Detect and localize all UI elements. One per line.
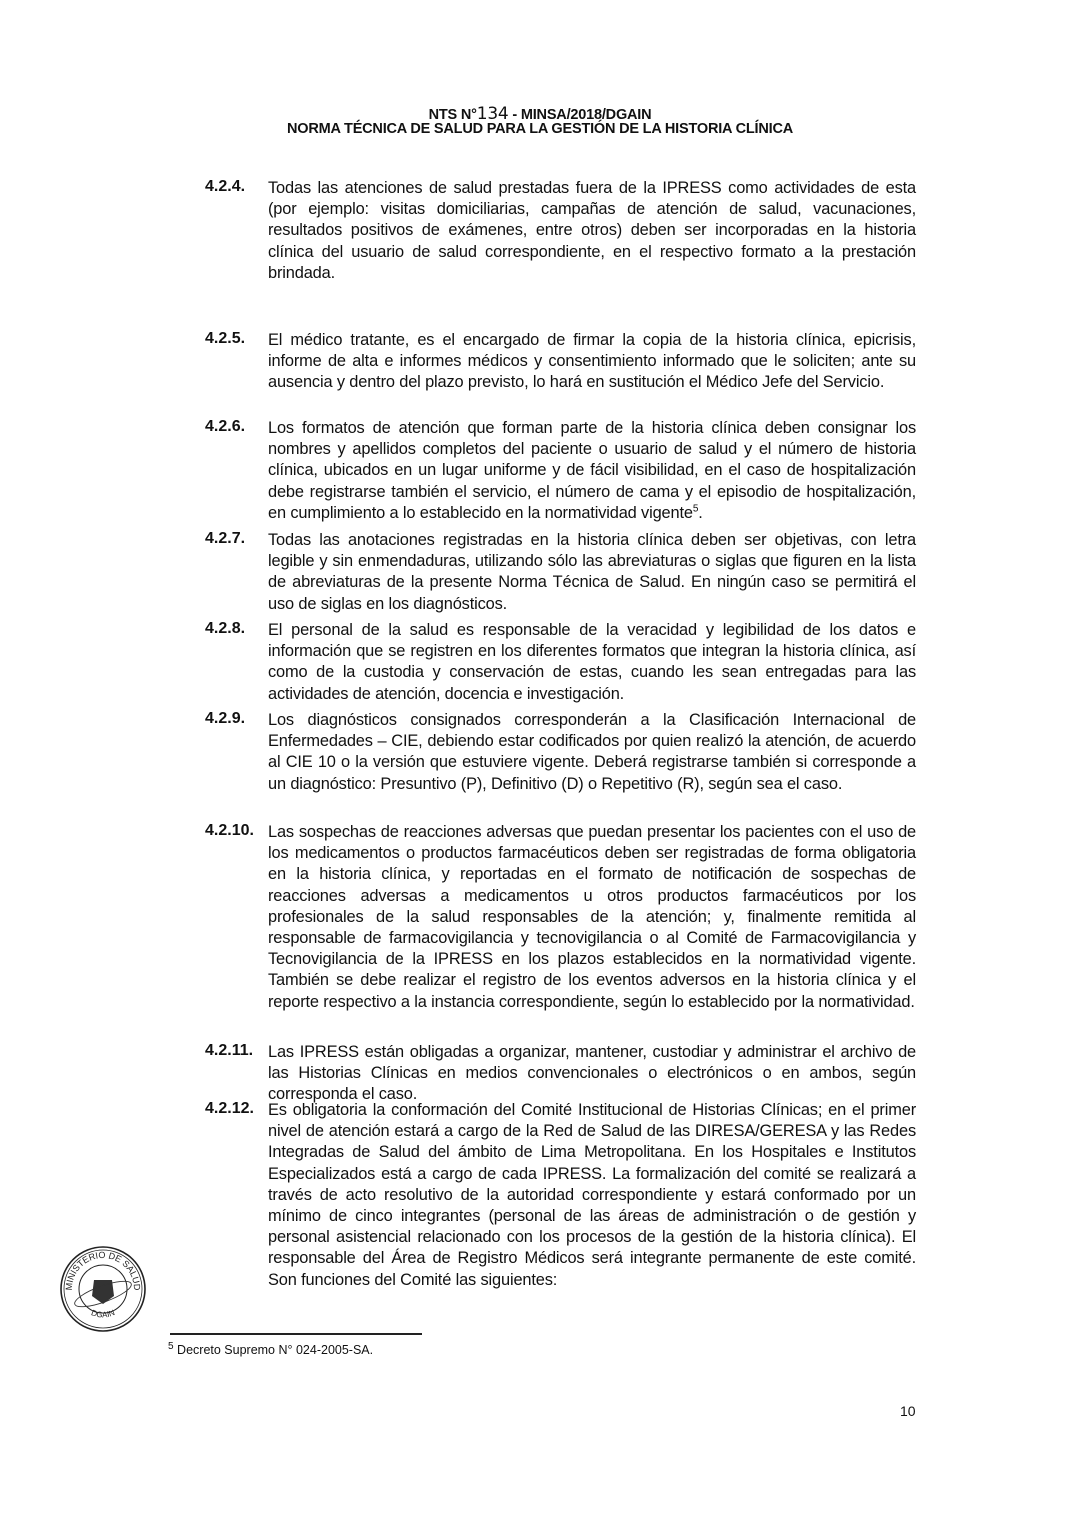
section-number: 4.2.7. (205, 530, 246, 547)
footnote-divider (170, 1333, 422, 1335)
section-4-2-9 (205, 710, 917, 795)
section-text (268, 418, 916, 524)
section-4-2-5 (205, 330, 917, 394)
section-body: Los formatos de atención que forman parte de la historia clínica deben consignar los nombres y apellidos completos del paciente o usuario de salud y el número de historia clínica, ubicados en un lugar uniforme y de fácil visibilidad, en el caso de hospitalización debe registrarse también el servicio, el número de cama y el episodio de hospitalización, en cumplimiento a lo establecido en la normatividad vigente (268, 419, 916, 522)
svg-text:DGAIN: DGAIN (89, 1308, 117, 1320)
section-text: Los diagnósticos consignados corresponderán a la Clasificación Internacional de Enfermedades – CIE, debiendo estar codificados por quien realizó la atención, de acuerdo al CIE 10 o la versión que estuviere vigente. Deberá registrarse también si corresponde a un diagnóstico: Presuntivo (P), Definitivo (D) o Repetitivo (R), según sea el caso. (268, 711, 916, 793)
section-text: Las sospechas de reacciones adversas que puedan presentar los pacientes con el uso de los medicamentos o productos farmacéuticos deben ser registradas de forma obligatoria en la historia clínica, y reportadas en el formato de notificación de sospechas de reacciones adversas a medicamentos u otros productos farmacéuticos por los profesionales de la salud responsables de la atención; y, finalmente remitida al responsable de farmacovigilancia y tecnovigilancia o al Comité de Farmacovigilancia y Tecnovigilancia de la IPRESS en los plazos establecidos en la normatividad vigente. También se debe realizar el registro de los eventos adversos en la historia clínica y el reporte respectivo a la instancia correspondiente, según lo establecido por la normatividad. (268, 823, 916, 1011)
section-4-2-7 (205, 530, 917, 615)
section-4-2-6 (205, 418, 917, 524)
svg-text:MINISTERIO DE SALUD: MINISTERIO DE SALUD (63, 1249, 143, 1291)
seal-icon (58, 1244, 148, 1334)
section-number: 4.2.6. (205, 418, 246, 435)
section-4-2-12 (205, 1100, 917, 1291)
section-text: Las IPRESS están obligadas a organizar, mantener, custodiar y administrar el archivo de las Historias Clínicas en medios convencionales o electrónicos o en ambos, según corresponda el caso. (268, 1043, 916, 1104)
section-text: Todas las atenciones de salud prestadas fuera de la IPRESS como actividades de esta (por ejemplo: visitas domiciliarias, campañas de atención de salud, vacunaciones, resultados positivos de exámenes, entre otros) deben ser incorporadas en la historia clínica del usuario de salud correspondiente, en el respectivo formato a la prestación brindada. (268, 179, 916, 282)
section-4-2-4 (205, 178, 917, 284)
section-number: 4.2.8. (205, 620, 246, 637)
section-4-2-8 (205, 620, 917, 705)
ministry-seal (58, 1244, 148, 1334)
section-number: 4.2.4. (205, 178, 246, 195)
page-number: 10 (900, 1403, 916, 1419)
section-number: 4.2.9. (205, 710, 246, 727)
section-end: . (698, 503, 703, 522)
section-4-2-10 (205, 822, 917, 1013)
section-text: El personal de la salud es responsable de la veracidad y legibilidad de los datos e información que se registren en los diferentes formatos que integran la historia clínica, así como de la custodia y conservación de estas, cuando les sean entregadas para las actividades de atención, docencia e investigación. (268, 621, 916, 703)
footnote-ref[interactable]: 5 (692, 503, 699, 515)
section-text: Todas las anotaciones registradas en la historia clínica deben ser objetivas, con letra legible y sin enmendaduras, utilizando sólo las abreviaturas o siglas que figuren en la lista de abreviaturas de la presente Norma Técnica de Salud. En ningún caso se permitirá el uso de siglas en los diagnósticos. (268, 531, 916, 613)
section-text: El médico tratante, es el encargado de firmar la copia de la historia clínica, epicrisis, informe de alta e informes médicos y consentimiento informado que le soliciten; ante su ausencia y dentro del plazo previsto, lo hará en sustitución el Médico Jefe del Servicio. (268, 331, 916, 392)
footnote (168, 1340, 374, 1357)
section-number: 4.2.12. (205, 1100, 254, 1117)
section-number: 4.2.11. (205, 1042, 254, 1059)
handwritten-number: 134 (476, 104, 509, 124)
document-title: NORMA TÉCNICA DE SALUD PARA LA GESTIÓN DE LA HISTORIA CLÍNICA (286, 121, 794, 137)
section-4-2-11 (205, 1042, 917, 1106)
footnote-marker: 5 (168, 1340, 174, 1352)
code-suffix: - MINSA/2018/DGAIN (508, 107, 652, 123)
section-number: 4.2.5. (205, 330, 246, 347)
section-number: 4.2.10. (205, 822, 254, 839)
footnote-text: Decreto Supremo N° 024-2005-SA. (177, 1343, 374, 1357)
section-text: Es obligatoria la conformación del Comité Institucional de Historias Clínicas; en el primer nivel de atención estará a cargo de la Red de Salud de las DIRESA/GERESA y las Redes Integradas de Salud del ámbito de Lima Metropolitana. En los Hospitales e Institutos Especializados está a cargo de cada IPRESS. La formalización del comité se realizará a través de acto resolutivo de la autoridad correspondiente y estará conformado por un mínimo de cinco integrantes (personal de las áreas de administración o de gestión y personal asistencial relacionado con los procesos de la gestión de la historia clínica). El responsable del Área de Registro Médicos será integrante permanente de este comité. Son funciones del Comité las siguientes: (268, 1101, 916, 1289)
code-prefix: NTS N° (428, 107, 477, 123)
